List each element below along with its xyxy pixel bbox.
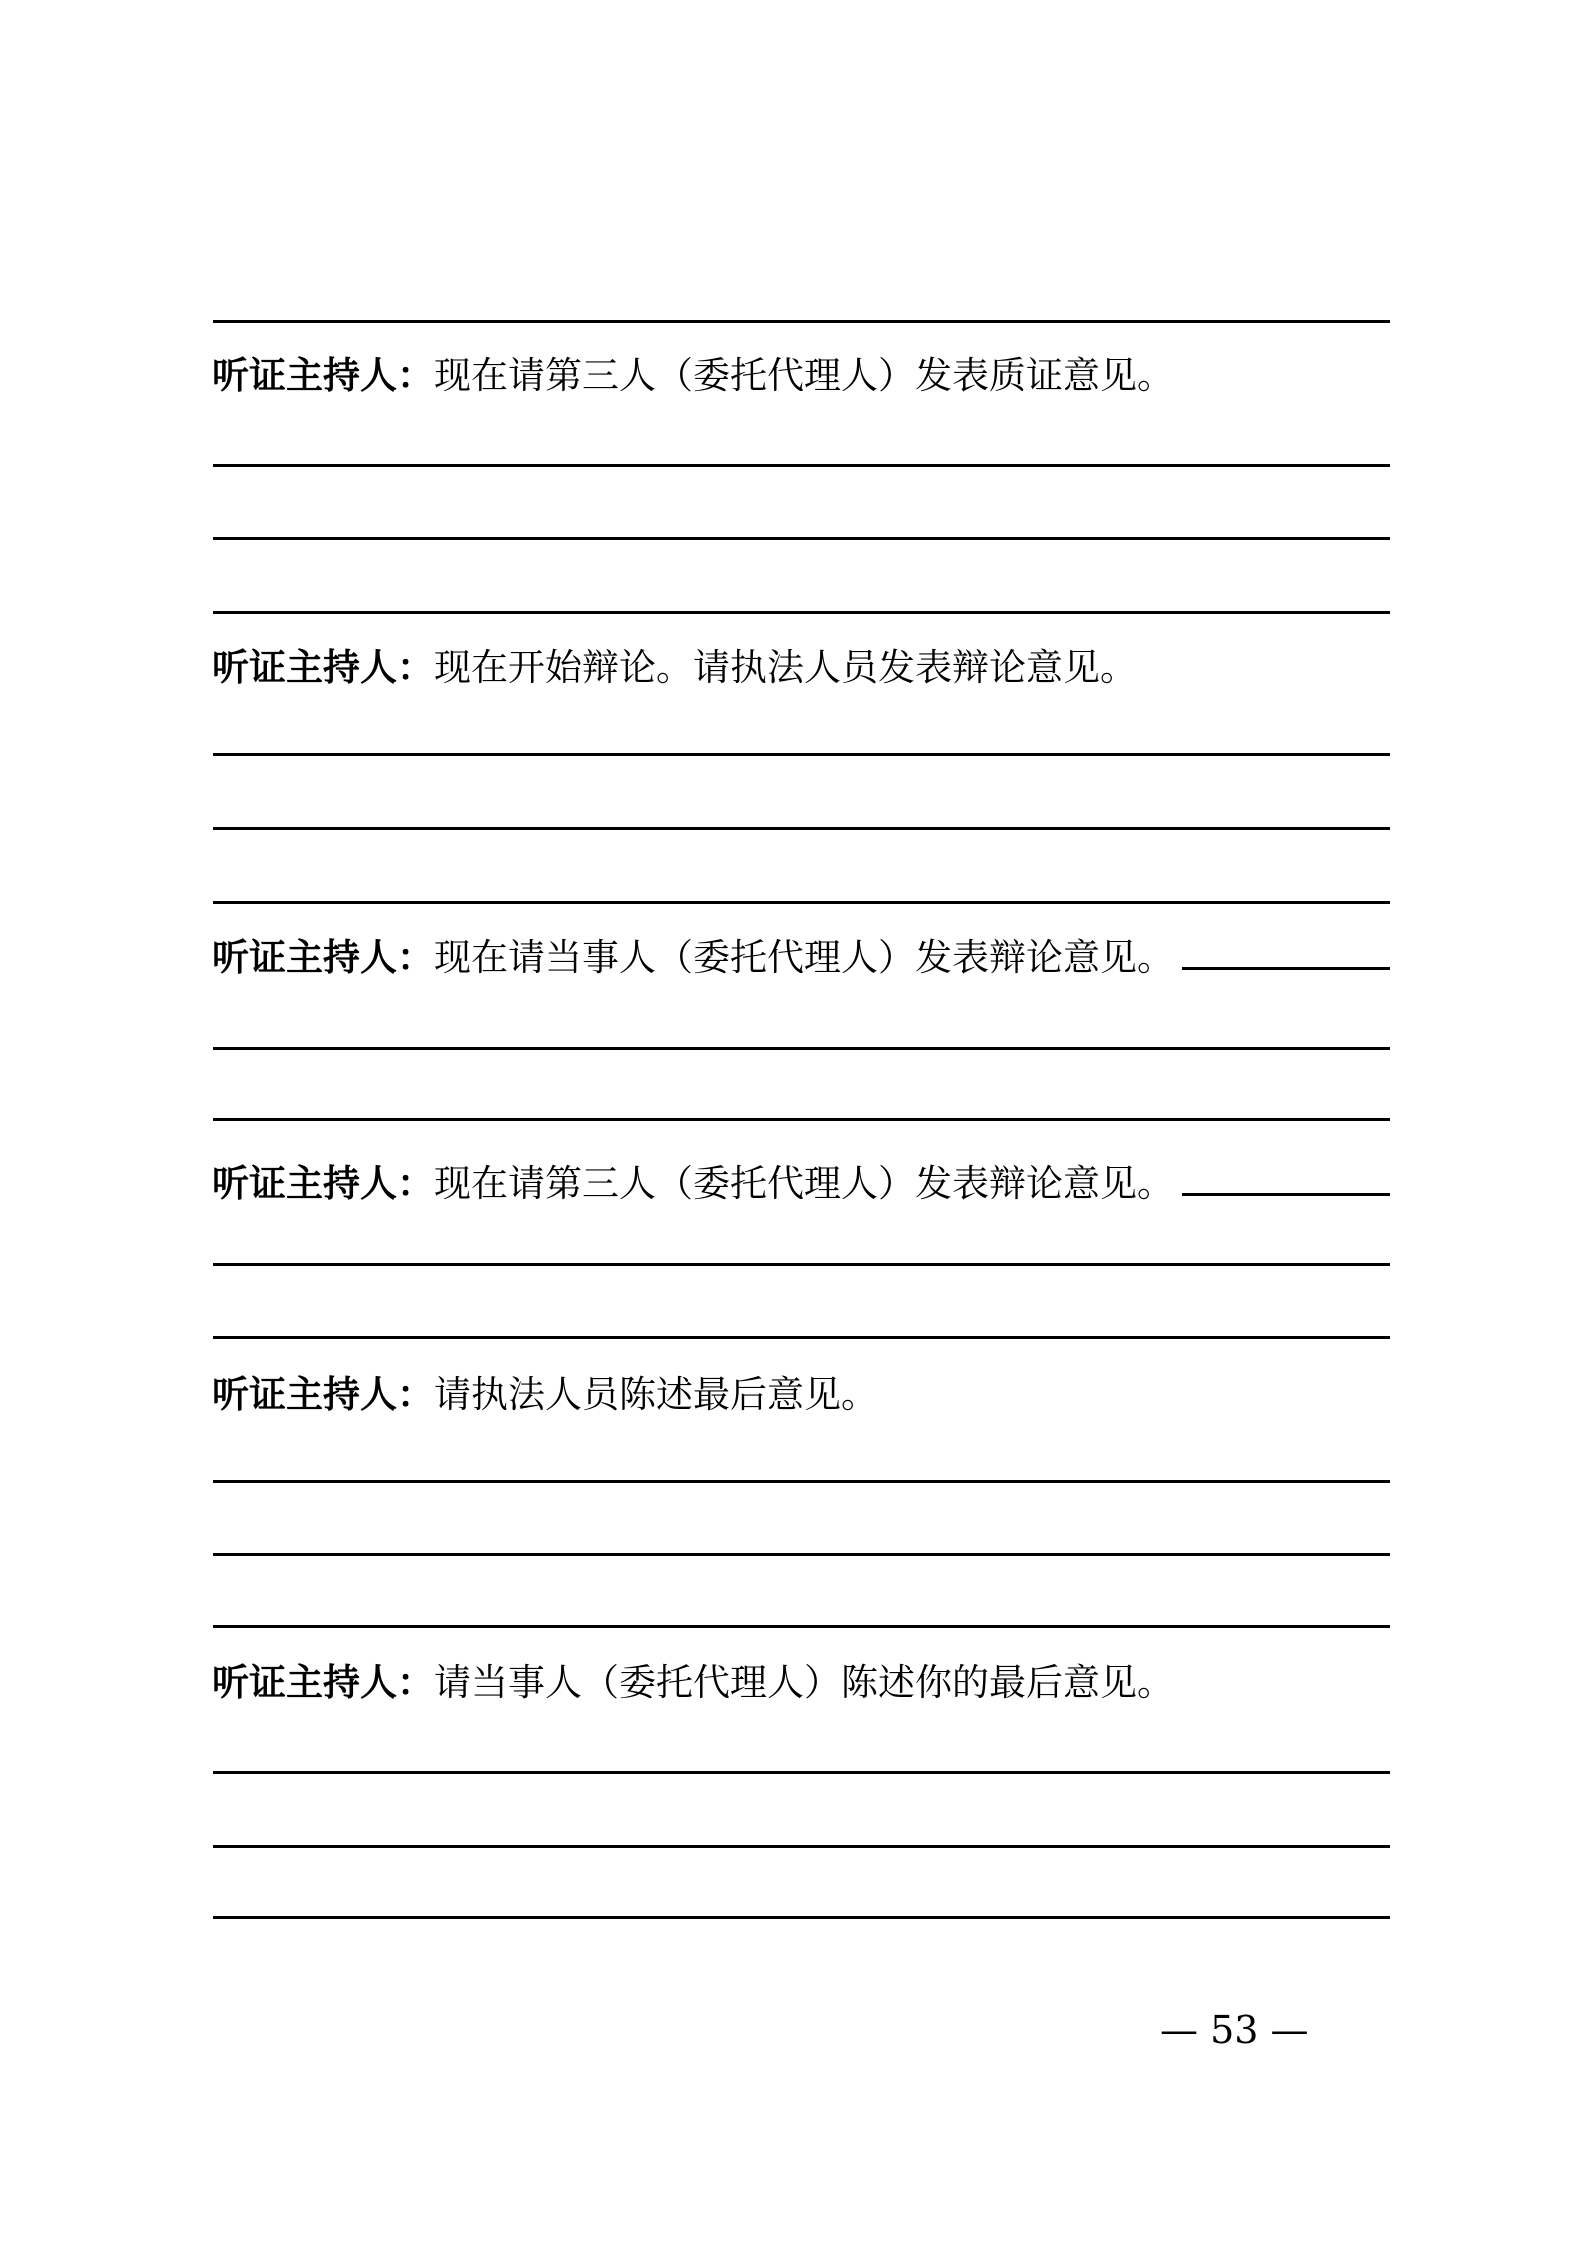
ruled-line [213,1118,1390,1121]
ruled-line [213,827,1390,830]
page-number: — 53 — [1160,2008,1309,2052]
ruled-line [213,753,1390,756]
ruled-line [213,320,1390,323]
ruled-line [213,1047,1390,1050]
ruled-line [213,1916,1390,1919]
speaker-label: 听证主持人： [212,646,434,689]
speaker-statement: 现在请当事人（委托代理人）发表辩论意见。 [434,936,1174,979]
speaker-label: 听证主持人： [212,936,434,979]
speaker-label: 听证主持人： [212,1661,434,1704]
ruled-line [213,611,1390,614]
ruled-line [213,901,1390,904]
moderator-paragraph [212,1373,878,1417]
moderator-paragraph [212,646,1137,690]
speaker-label: 听证主持人： [212,1162,434,1205]
blank-fill-line [1182,1192,1390,1196]
speaker-statement: 现在请第三人（委托代理人）发表质证意见。 [434,354,1174,397]
ruled-line [213,1480,1390,1483]
ruled-line [213,537,1390,540]
moderator-paragraph [212,936,1390,980]
speaker-statement: 现在开始辩论。请执法人员发表辩论意见。 [434,646,1137,689]
moderator-paragraph [212,1661,1174,1705]
ruled-line [213,1553,1390,1556]
ruled-line [213,1845,1390,1848]
ruled-line [213,464,1390,467]
speaker-statement: 请当事人（委托代理人）陈述你的最后意见。 [434,1661,1174,1704]
moderator-paragraph [212,354,1174,398]
ruled-line [213,1336,1390,1339]
ruled-line [213,1771,1390,1774]
speaker-statement: 现在请第三人（委托代理人）发表辩论意见。 [434,1162,1174,1205]
ruled-line [213,1625,1390,1628]
blank-fill-line [1182,966,1390,970]
speaker-statement: 请执法人员陈述最后意见。 [434,1373,878,1416]
moderator-paragraph [212,1162,1390,1206]
speaker-label: 听证主持人： [212,1373,434,1416]
ruled-line [213,1263,1390,1266]
speaker-label: 听证主持人： [212,354,434,397]
